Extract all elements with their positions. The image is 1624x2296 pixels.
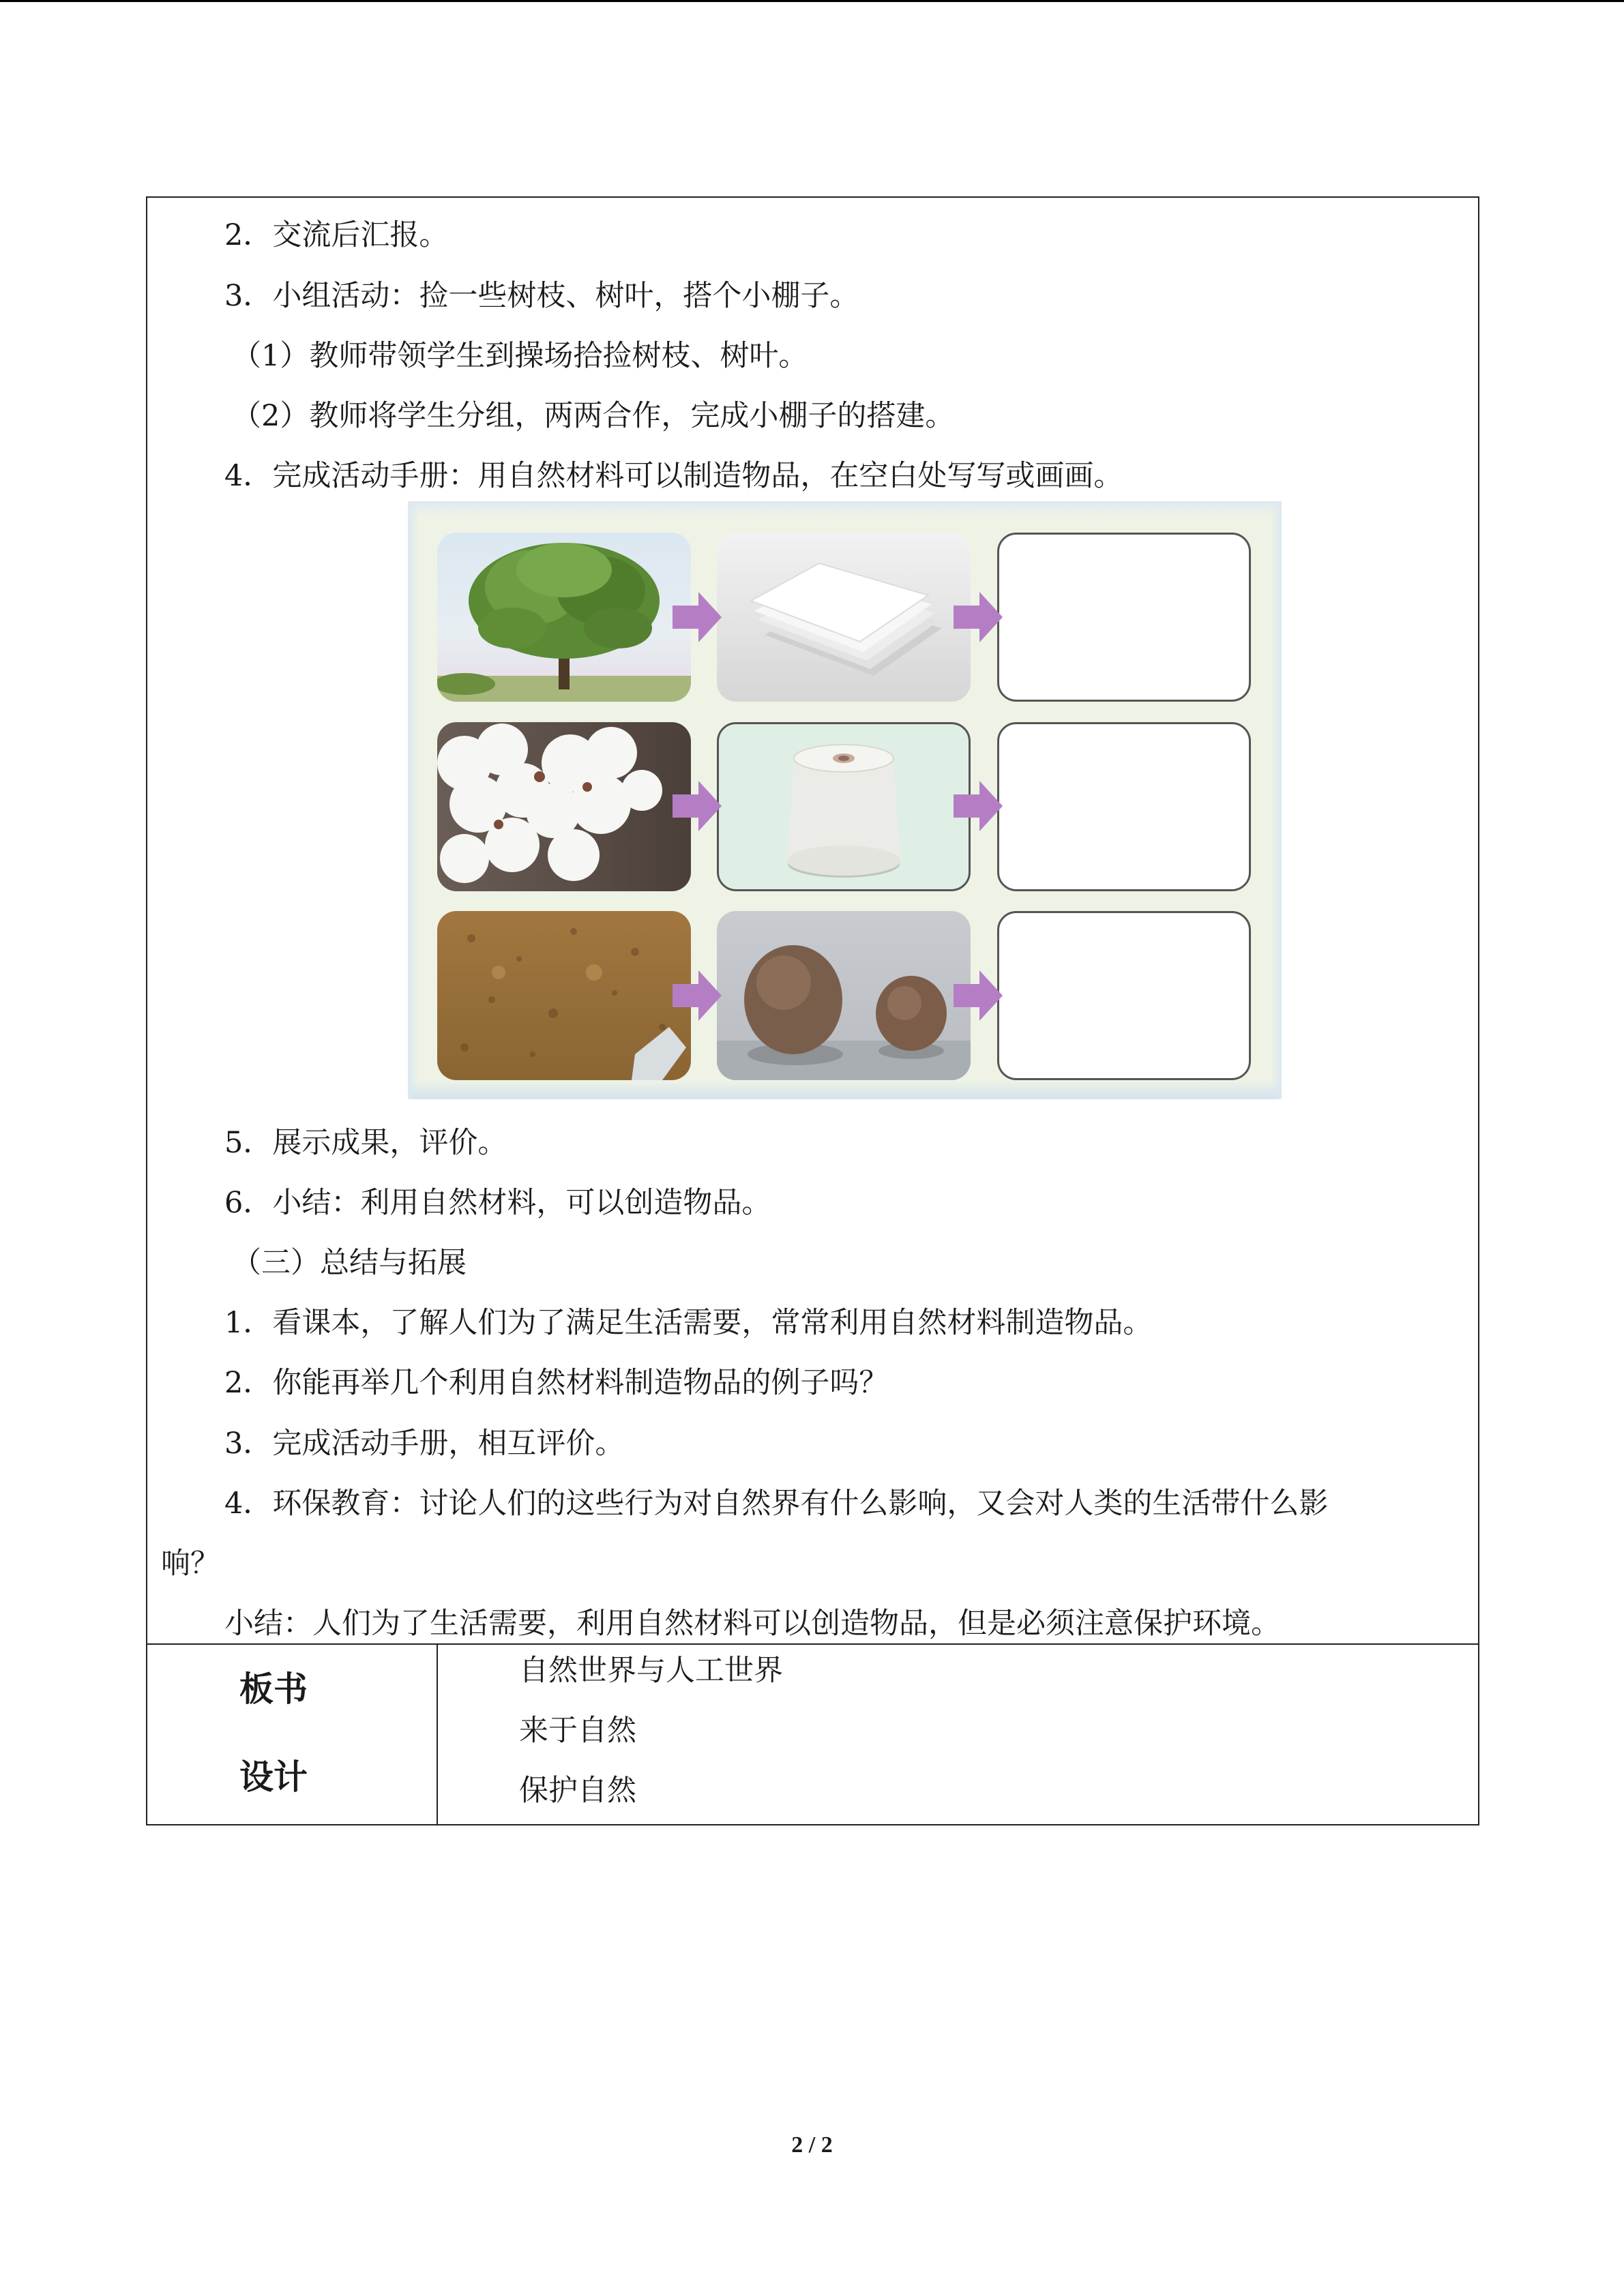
blank-answer-box[interactable] <box>997 911 1251 1080</box>
text-line: 1．看课本，了解人们为了满足生活需要，常常利用自然材料制造物品。 <box>224 1306 1153 1340</box>
text-line: 4．环保教育：讨论人们的这些行为对自然界有什么影响，又会对人类的生活带什么影 <box>224 1487 1329 1521</box>
soil-photo <box>437 911 691 1080</box>
board-item: 保护自然 <box>519 1774 636 1808</box>
blank-answer-box[interactable] <box>997 722 1251 891</box>
design-label: 设计 <box>239 1757 308 1797</box>
right-arrow-icon <box>673 591 722 644</box>
text-line: 3．完成活动手册，相互评价。 <box>224 1427 625 1461</box>
text-line: 2．交流后汇报。 <box>224 218 449 252</box>
board-item: 自然世界与人工世界 <box>519 1654 783 1688</box>
top-border-line <box>0 0 1624 2</box>
text-line: 2．你能再举几个利用自然材料制造物品的例子吗？ <box>224 1366 889 1400</box>
text-line: 3．小组活动：捡一些树枝、树叶，搭个小棚子。 <box>224 279 859 313</box>
thread-spool-photo <box>717 722 971 891</box>
paper-photo <box>717 533 971 702</box>
clay-photo <box>717 911 971 1080</box>
text-line: 6．小结：利用自然材料，可以创造物品。 <box>224 1186 771 1220</box>
page-number: 2 / 2 <box>791 2132 833 2158</box>
right-arrow-icon <box>673 969 722 1022</box>
right-arrow-icon <box>954 969 1003 1022</box>
text-line: 4．完成活动手册：用自然材料可以制造物品，在空白处写写或画画。 <box>224 459 1123 493</box>
text-line: 5．展示成果，评价。 <box>224 1126 507 1160</box>
board-design-table <box>146 1643 1479 1825</box>
section-heading: （三）总结与拓展 <box>232 1246 467 1280</box>
board-item: 来于自然 <box>519 1714 636 1748</box>
activity-illustration <box>408 501 1282 1099</box>
cotton-photo <box>437 722 691 891</box>
right-arrow-icon <box>954 591 1003 644</box>
text-line: （1）教师带领学生到操场拾捡树枝、树叶。 <box>232 339 808 373</box>
summary-line: 小结：人们为了生活需要，利用自然材料可以创造物品，但是必须注意保护环境。 <box>224 1607 1280 1641</box>
board-label: 板书 <box>239 1669 308 1709</box>
tree-photo <box>437 533 691 702</box>
right-arrow-icon <box>673 779 722 833</box>
right-arrow-icon <box>954 779 1003 833</box>
text-line: 响？ <box>161 1547 220 1581</box>
text-line: （2）教师将学生分组，两两合作，完成小棚子的搭建。 <box>232 399 955 433</box>
blank-answer-box[interactable] <box>997 533 1251 702</box>
